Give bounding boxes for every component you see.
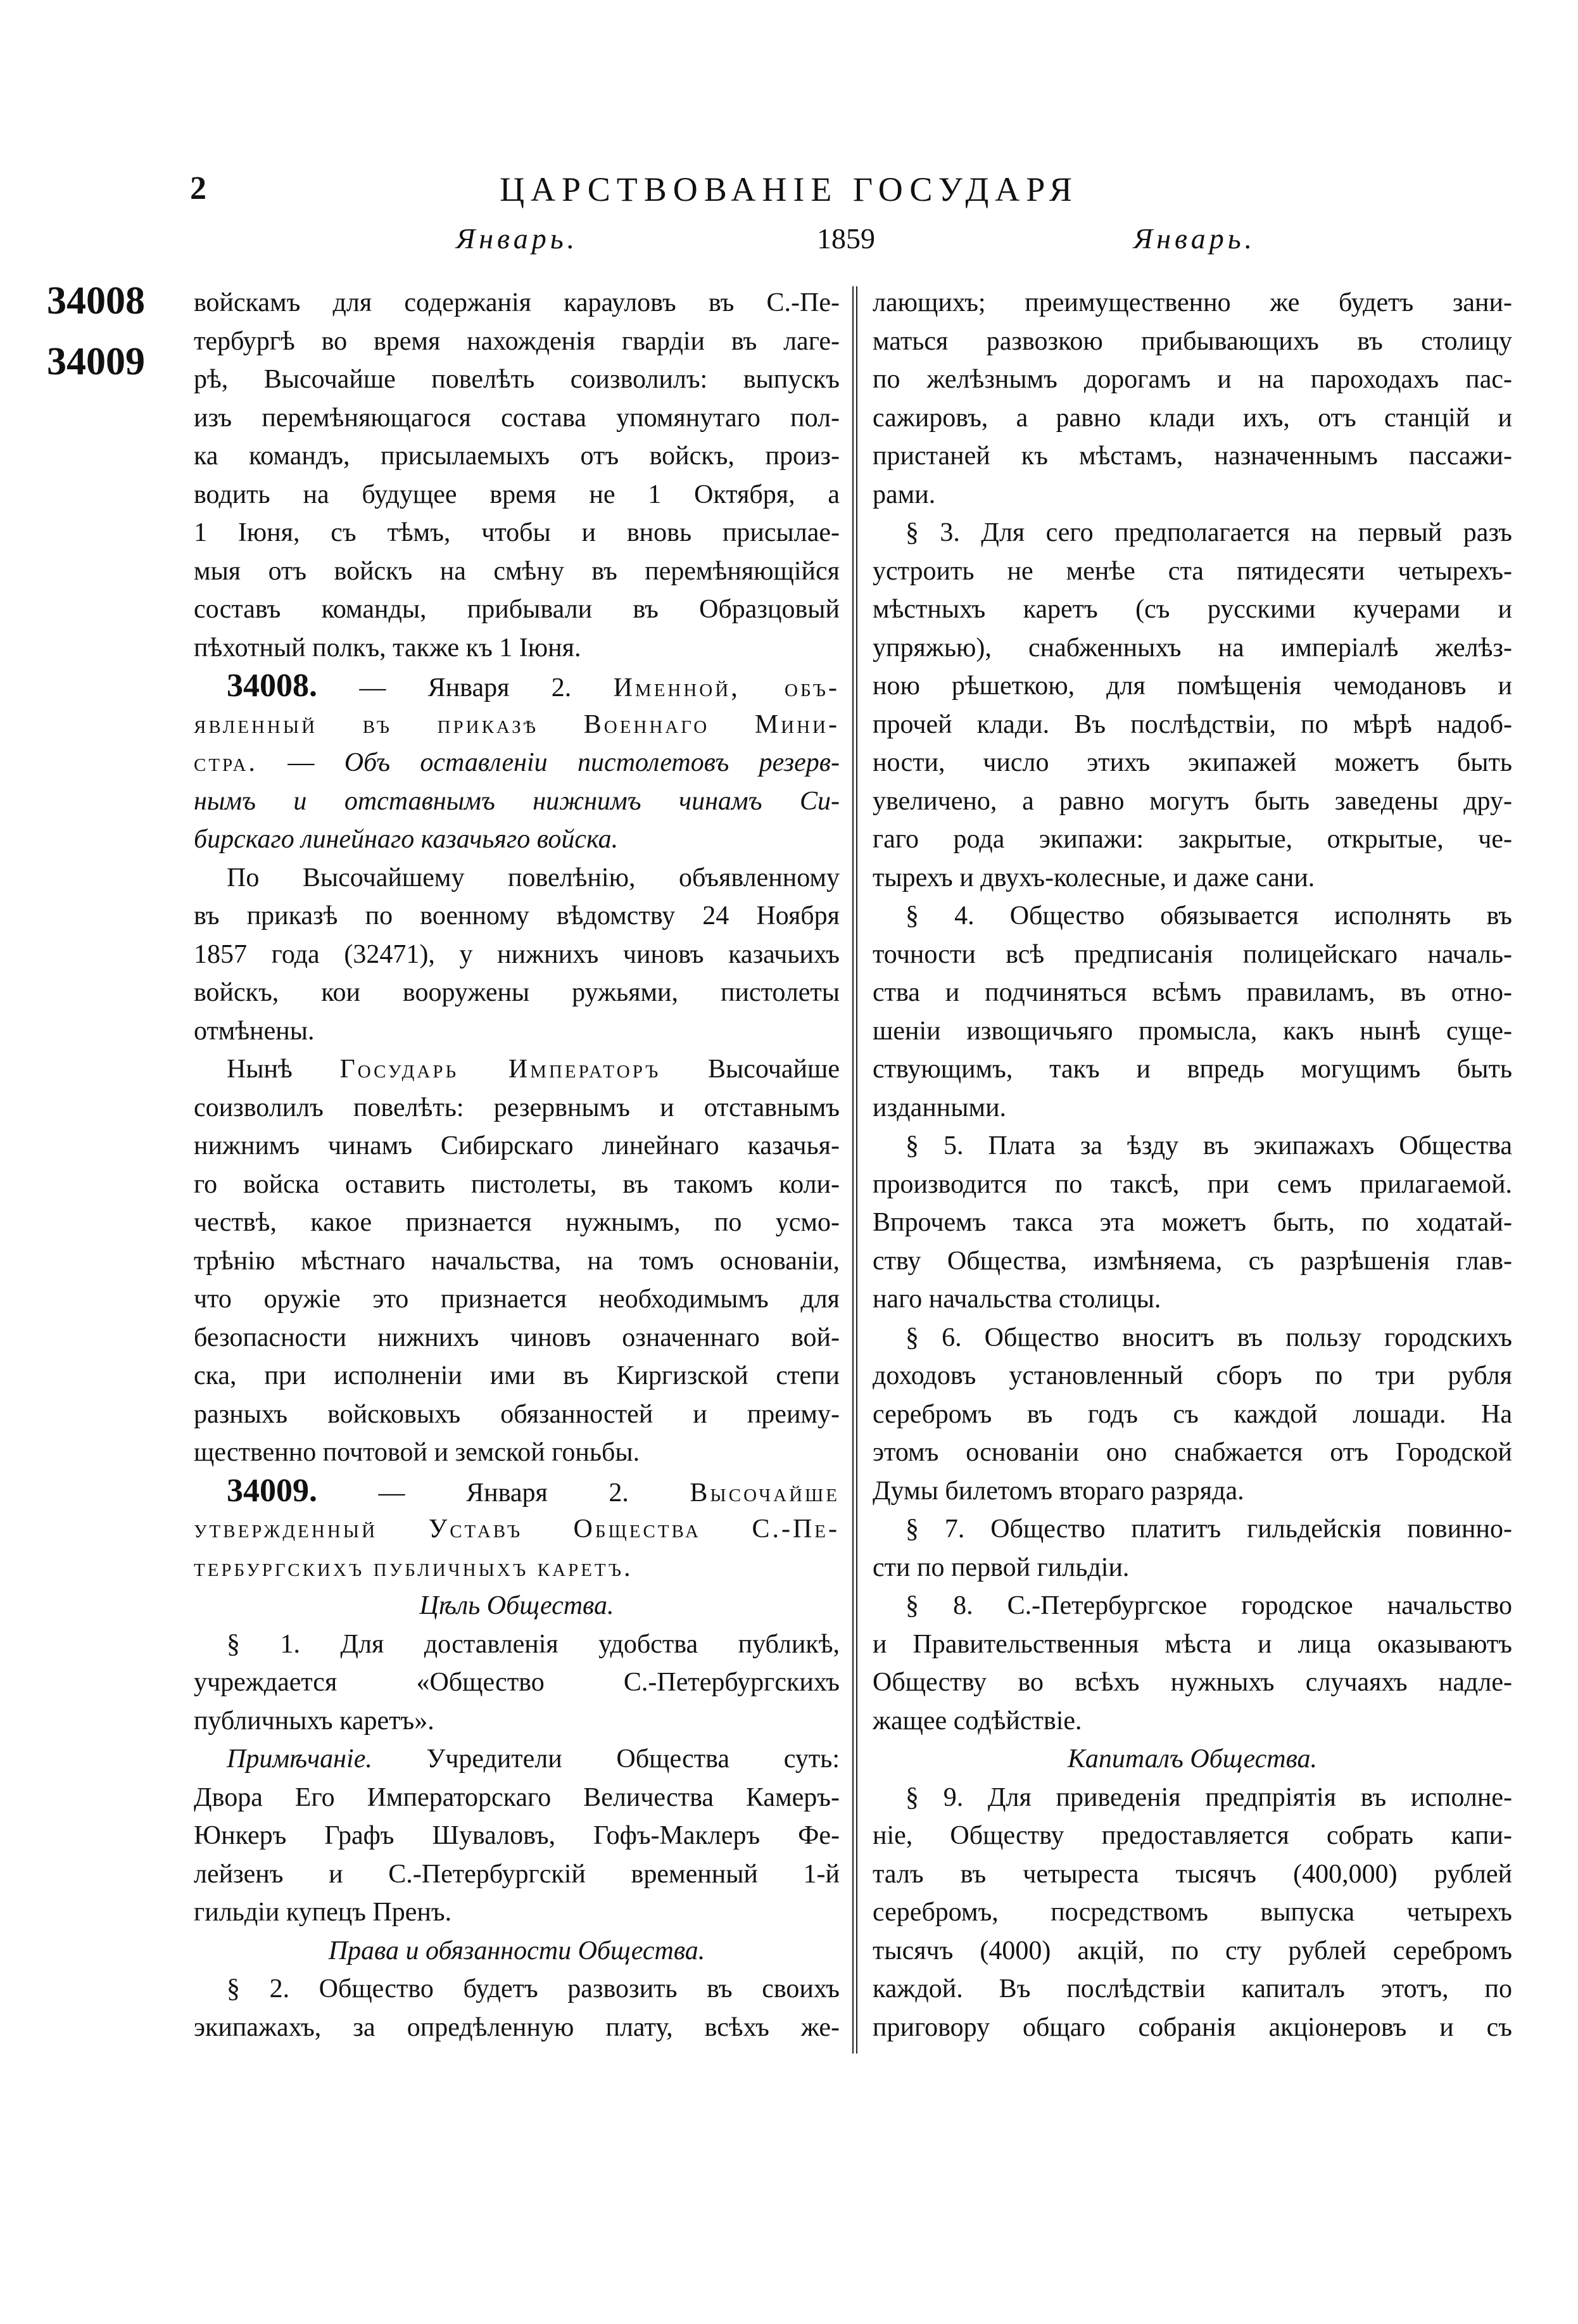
text-line: каждой. Въ послѣдствіи капиталъ этотъ, по — [873, 1974, 1512, 2003]
text-line — [873, 1587, 1512, 1625]
text-line — [873, 1319, 1512, 1357]
text-line — [194, 1932, 840, 1970]
text-line: Впрочемъ такса эта можетъ быть, по ходатай- — [873, 1208, 1512, 1237]
text-line: Двора Его Императорскаго Величества Камеръ- — [194, 1782, 840, 1812]
text-line: Обществу во всѣхъ нужныхъ случаяхъ надле- — [873, 1668, 1512, 1697]
text-line: доходовъ установленный сборъ по три рубля — [873, 1361, 1512, 1390]
text-line: пристаней къ мѣстамъ, назначеннымъ пассажи- — [873, 441, 1512, 471]
italic-text: бирскаго линейнаго казачьяго войска. — [194, 825, 619, 854]
text-line: войскъ, кои вооружены ружьями, пистолеты — [194, 978, 840, 1007]
text-line: 1857 года (32471), у нижнихъ чиновъ казачьихъ — [194, 939, 840, 969]
text-line: шеніи извощичьяго промысла, какъ нынѣ суще- — [873, 1016, 1512, 1046]
text-line — [873, 859, 1512, 897]
text-line: ству Общества, измѣняема, съ разрѣшенія глав- — [873, 1246, 1512, 1276]
spaced-caps-text: тербургскихъ публичныхъ каретъ. — [194, 1553, 633, 1582]
text-line — [873, 1510, 1512, 1548]
text-line — [873, 1089, 1512, 1127]
italic-text: Объ оставленіи пистолетовъ резерв- — [344, 748, 840, 777]
text-line: мѣстныхъ каретъ (съ русскими кучерами и — [873, 595, 1512, 624]
text-span: Думы билетомъ втораго разряда. — [873, 1476, 1244, 1506]
text-line — [194, 1433, 840, 1471]
text-line: въ приказѣ по военному вѣдомству 24 Ноября — [194, 901, 840, 930]
margin-number: 34008 — [47, 279, 145, 322]
text-span: сти по первой гильдіи. — [873, 1553, 1130, 1582]
text-span: § 5. Плата за ѣзду въ экипажахъ Общества — [906, 1131, 1512, 1160]
page-number: 2 — [190, 170, 206, 206]
text-line — [194, 1012, 840, 1050]
italic-text: Капиталъ Общества. — [1067, 1744, 1318, 1774]
text-line: ною рѣшеткою, для помѣщенія чемодановъ и — [873, 671, 1512, 701]
text-line — [194, 1740, 840, 1778]
text-line — [194, 782, 840, 820]
text-line: талъ въ четыреста тысячъ (400,000) рублей — [873, 1859, 1512, 1889]
text-line — [873, 514, 1512, 552]
text-line: приговору общаго собранія акціонеровъ и съ — [873, 2012, 1512, 2042]
text-span: — Января 2. — [317, 673, 614, 702]
text-line — [194, 1893, 840, 1931]
text-line: учреждается «Общество С.-Петербургскихъ — [194, 1668, 840, 1697]
text-line — [194, 1050, 840, 1088]
text-span: жащее содѣйствіе. — [873, 1706, 1082, 1736]
text-span: тырехъ и двухъ-колесные, и даже сани. — [873, 863, 1315, 892]
text-line — [873, 1549, 1512, 1587]
text-line: прочей клади. Въ послѣдствіи, по мѣрѣ надоб- — [873, 709, 1512, 739]
text-line — [873, 1740, 1512, 1778]
text-span: § 9. Для приведенія предпріятія въ исполне- — [906, 1782, 1512, 1812]
text-line: мыя отъ войскъ на смѣну въ перемѣняющійся — [194, 556, 840, 586]
text-span: наго начальства столицы. — [873, 1285, 1161, 1314]
running-head-month-left: Январь. — [456, 222, 579, 255]
text-line: трѣнію мѣстнаго начальства, на томъ основаніи, — [194, 1246, 840, 1276]
text-line: ства и подчиняться всѣмъ правиламъ, въ отно- — [873, 978, 1512, 1007]
text-span: § 7. Общество платитъ гильдейскія повинно- — [906, 1514, 1512, 1544]
text-span: § 8. С.-Петербургское городское начальство — [906, 1591, 1512, 1620]
text-line — [194, 667, 840, 705]
italic-text: Права и обязанности Общества. — [328, 1936, 705, 1965]
text-line: производится по таксѣ, при семъ прилагаемой. — [873, 1169, 1512, 1199]
text-line — [194, 1702, 840, 1740]
text-line — [873, 1702, 1512, 1740]
text-line: серебромъ, посредствомъ выпуска четырехъ — [873, 1898, 1512, 1927]
text-line: ности, число этихъ экипажей можетъ быть — [873, 748, 1512, 777]
italic-text: Примѣчаніе. — [227, 1744, 372, 1774]
text-line: изъ перемѣняющагося состава упомянутаго пол- — [194, 403, 840, 433]
text-line: гаго рода экипажи: закрытые, открытые, че- — [873, 825, 1512, 854]
text-line: этомъ основаніи оно снабжается отъ Городской — [873, 1438, 1512, 1467]
text-span: публичныхъ каретъ». — [194, 1706, 434, 1736]
text-line: тербургѣ во время нахожденія гвардіи въ лаге- — [194, 326, 840, 356]
text-line — [873, 476, 1512, 514]
text-span: отмѣнены. — [194, 1016, 315, 1046]
text-line: ніе, Обществу предоставляется собрать капи- — [873, 1821, 1512, 1850]
text-line: разныхъ войсковыхъ обязанностей и преиму- — [194, 1399, 840, 1429]
text-span: гильдіи купецъ Пренъ. — [194, 1898, 452, 1927]
text-span: Учредители Общества суть: — [372, 1744, 840, 1774]
text-line — [194, 629, 840, 667]
text-line — [194, 1549, 840, 1587]
text-line: упряжью), снабженныхъ на имперіалѣ желѣз- — [873, 633, 1512, 663]
spaced-caps-text: стра. — [194, 748, 258, 777]
text-line: устроить не менѣе ста пятидесяти четырехъ- — [873, 556, 1512, 586]
text-span: изданными. — [873, 1093, 1007, 1122]
text-span: § 2. Общество будетъ развозить въ своихъ — [227, 1974, 840, 2003]
text-line — [194, 859, 840, 897]
running-head-year: 1859 — [817, 222, 875, 255]
entry-number: 34009. — [227, 1472, 317, 1509]
text-line: точности всѣ предписанія полицейскаго началь- — [873, 939, 1512, 969]
text-span: § 4. Общество обязывается исполнять въ — [906, 901, 1512, 930]
spaced-caps-text: Государь Императоръ — [339, 1055, 661, 1084]
text-span: Высочайше — [660, 1055, 840, 1084]
text-line: что оружіе это признается необходимымъ для — [194, 1285, 840, 1314]
column-divider — [852, 286, 857, 2054]
text-span: По Высочайшему повелѣнію, объявленному — [227, 863, 840, 892]
text-span: § 3. Для сего предполагается на первый разъ — [906, 518, 1512, 547]
text-line: экипажахъ, за опредѣленную плату, всѣхъ же- — [194, 2012, 840, 2042]
text-span: § 6. Общество вноситъ въ пользу городскихъ — [906, 1323, 1512, 1352]
text-line: рѣ, Высочайше повелѣть соизволилъ: выпускъ — [194, 365, 840, 394]
italic-text: нымъ и отставнымъ нижнимъ чинамъ Си- — [194, 786, 840, 816]
text-line: безопасности нижнихъ чиновъ означеннаго вой- — [194, 1323, 840, 1352]
text-span: рами. — [873, 479, 936, 509]
text-line — [194, 1587, 840, 1625]
text-line — [873, 1280, 1512, 1318]
text-line: Юнкеръ Графъ Шуваловъ, Гофъ-Маклеръ Фе- — [194, 1821, 840, 1850]
text-line: сажировъ, а равно клади ихъ, отъ станцій и — [873, 403, 1512, 433]
spaced-caps-text: Именной, объ- — [613, 673, 840, 702]
spaced-caps-text: Высочайше — [690, 1478, 840, 1508]
text-line: лейзенъ и С.-Петербургскій временный 1-й — [194, 1859, 840, 1889]
entry-number: 34008. — [227, 668, 317, 704]
text-span: Нынѣ — [227, 1055, 340, 1084]
text-line: войскамъ для содержанія карауловъ въ С.-Пе- — [194, 288, 840, 317]
text-line — [194, 1625, 840, 1663]
spaced-caps-text: утвержденный Уставъ Общества С.-Пе- — [194, 1514, 840, 1544]
text-line: ствующимъ, такъ и впредь могущимъ быть — [873, 1055, 1512, 1084]
text-span: — Января 2. — [317, 1478, 690, 1508]
text-span: пѣхотный полкъ, также къ 1 Іюня. — [194, 633, 581, 663]
text-line: водить на будущее время не 1 Октября, а — [194, 479, 840, 509]
text-line — [194, 1970, 840, 2008]
text-line: серебромъ въ годъ съ каждой лошади. На — [873, 1399, 1512, 1429]
text-line: маться развозкою прибывающихъ въ столицу — [873, 326, 1512, 356]
text-line: тысячъ (4000) акцій, по сту рублей серебромъ — [873, 1936, 1512, 1965]
text-line — [873, 897, 1512, 935]
spaced-caps-text: явленный въ приказѣ Военнаго Мини- — [194, 709, 840, 739]
text-line — [194, 744, 840, 782]
text-line — [873, 1127, 1512, 1165]
text-line: чествѣ, какое признается нужнымъ, по усмо- — [194, 1208, 840, 1237]
margin-number: 34009 — [47, 340, 145, 383]
text-line — [194, 706, 840, 744]
text-span: — — [257, 748, 344, 777]
text-line — [194, 820, 840, 858]
text-line: соизволилъ повелѣть: резервнымъ и отставнымъ — [194, 1093, 840, 1122]
text-line — [194, 1472, 840, 1510]
text-line: и Правительственныя мѣста и лица оказываютъ — [873, 1629, 1512, 1659]
text-line — [873, 1472, 1512, 1510]
text-line: 1 Іюня, съ тѣмъ, чтобы и вновь присылае- — [194, 518, 840, 547]
text-line — [194, 1510, 840, 1548]
text-line: нижнимъ чинамъ Сибирскаго линейнаго казачья- — [194, 1131, 840, 1160]
text-line: ска, при исполненіи ими въ Киргизской степи — [194, 1361, 840, 1390]
text-line: лающихъ; преимущественно же будетъ зани- — [873, 288, 1512, 317]
text-line: по желѣзнымъ дорогамъ и на пароходахъ пас- — [873, 365, 1512, 394]
text-line: составъ команды, прибывали въ Образцовый — [194, 595, 840, 624]
text-span: § 1. Для доставленія удобства публикѣ, — [227, 1629, 840, 1659]
text-span: щественно почтовой и земской гоньбы. — [194, 1438, 640, 1467]
text-line: увеличено, а равно могутъ быть заведены дру- — [873, 786, 1512, 816]
text-line: ка командъ, присылаемыхъ отъ войскъ, произ- — [194, 441, 840, 471]
text-line: го войска оставить пистолеты, въ такомъ коли- — [194, 1169, 840, 1199]
page-title: ЦАРСТВОВАНІЕ ГОСУДАРЯ — [500, 170, 1078, 208]
italic-text: Цѣль Общества. — [419, 1591, 614, 1620]
running-head-month-right: Январь. — [1133, 222, 1256, 255]
text-line — [873, 1779, 1512, 1817]
